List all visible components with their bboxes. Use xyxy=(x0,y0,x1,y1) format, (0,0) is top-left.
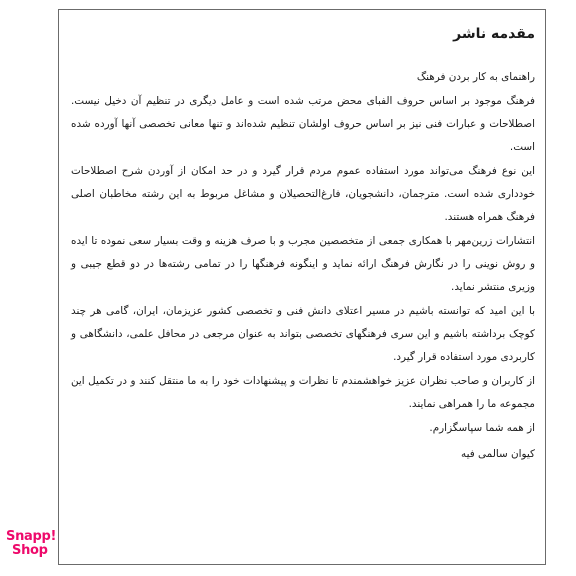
logo-line-1: Snapp! xyxy=(6,529,57,544)
logo-line-2: Shop xyxy=(12,543,48,558)
snappshop-watermark-logo xyxy=(6,530,76,570)
document-page xyxy=(58,9,546,565)
body-paragraph-5: از کاربران و صاحب نظران عزیز خواهشمندم تا نظرات و پیشنهادات خود را به ما منتقل کنند و در تکمیل این مجموعه ما را همراهی نمایند. xyxy=(71,375,535,410)
thanks-line: از همه شما سپاسگزارم. xyxy=(429,422,535,434)
body-paragraph-1: فرهنگ موجود بر اساس حروف الفبای محض مرتب شده است و عامل دیگری در تنظیم آن دخیل نیست. اصطلاحات و عبارات فنی نیز بر اساس حروف اولشان تنظیم شده‌اند و تنها معانی تخصصی آنها آورده شده است. xyxy=(71,95,535,153)
signature-name: کیوان سالمی فیه xyxy=(461,448,535,460)
page-title: مقدمه ناشر xyxy=(453,26,535,42)
subheading-paragraph: راهنمای به کار بردن فرهنگ xyxy=(416,71,535,83)
body-paragraph-2: این نوع فرهنگ می‌تواند مورد استفاده عموم مردم قرار گیرد و در حد امکان از آوردن شرح اصطلاحات خودداری شده است. مترجمان، دانشجویان، فارغ‌التحصیلان و مشاغل مربوط به این رشته مخاطبان اصلی فرهنگ همراه هستند. xyxy=(71,165,535,223)
document-content xyxy=(71,24,535,466)
body-paragraph-3: انتشارات زرین‌مهر با همکاری جمعی از متخصصین مجرب و با صرف هزینه و وقت بسیار سعی نموده تا ایده و روش نوینی را در نگارش فرهنگ ارائه نماید و اینگونه فرهنگها را در تمامی رشته‌ها در دو قطع جیبی و وزیری منتشر نماید. xyxy=(71,235,535,293)
body-paragraph-4: با این امید که توانسته باشیم در مسیر اعتلای دانش فنی و تخصصی کشور عزیزمان، ایران، گامی هر چند کوچک برداشته باشیم و این سری فرهنگهای تخصصی بتواند به عنوان مرجعی در محافل علمی، دانشگاهی و کاربردی مورد استفاده قرار گیرد. xyxy=(71,305,535,363)
